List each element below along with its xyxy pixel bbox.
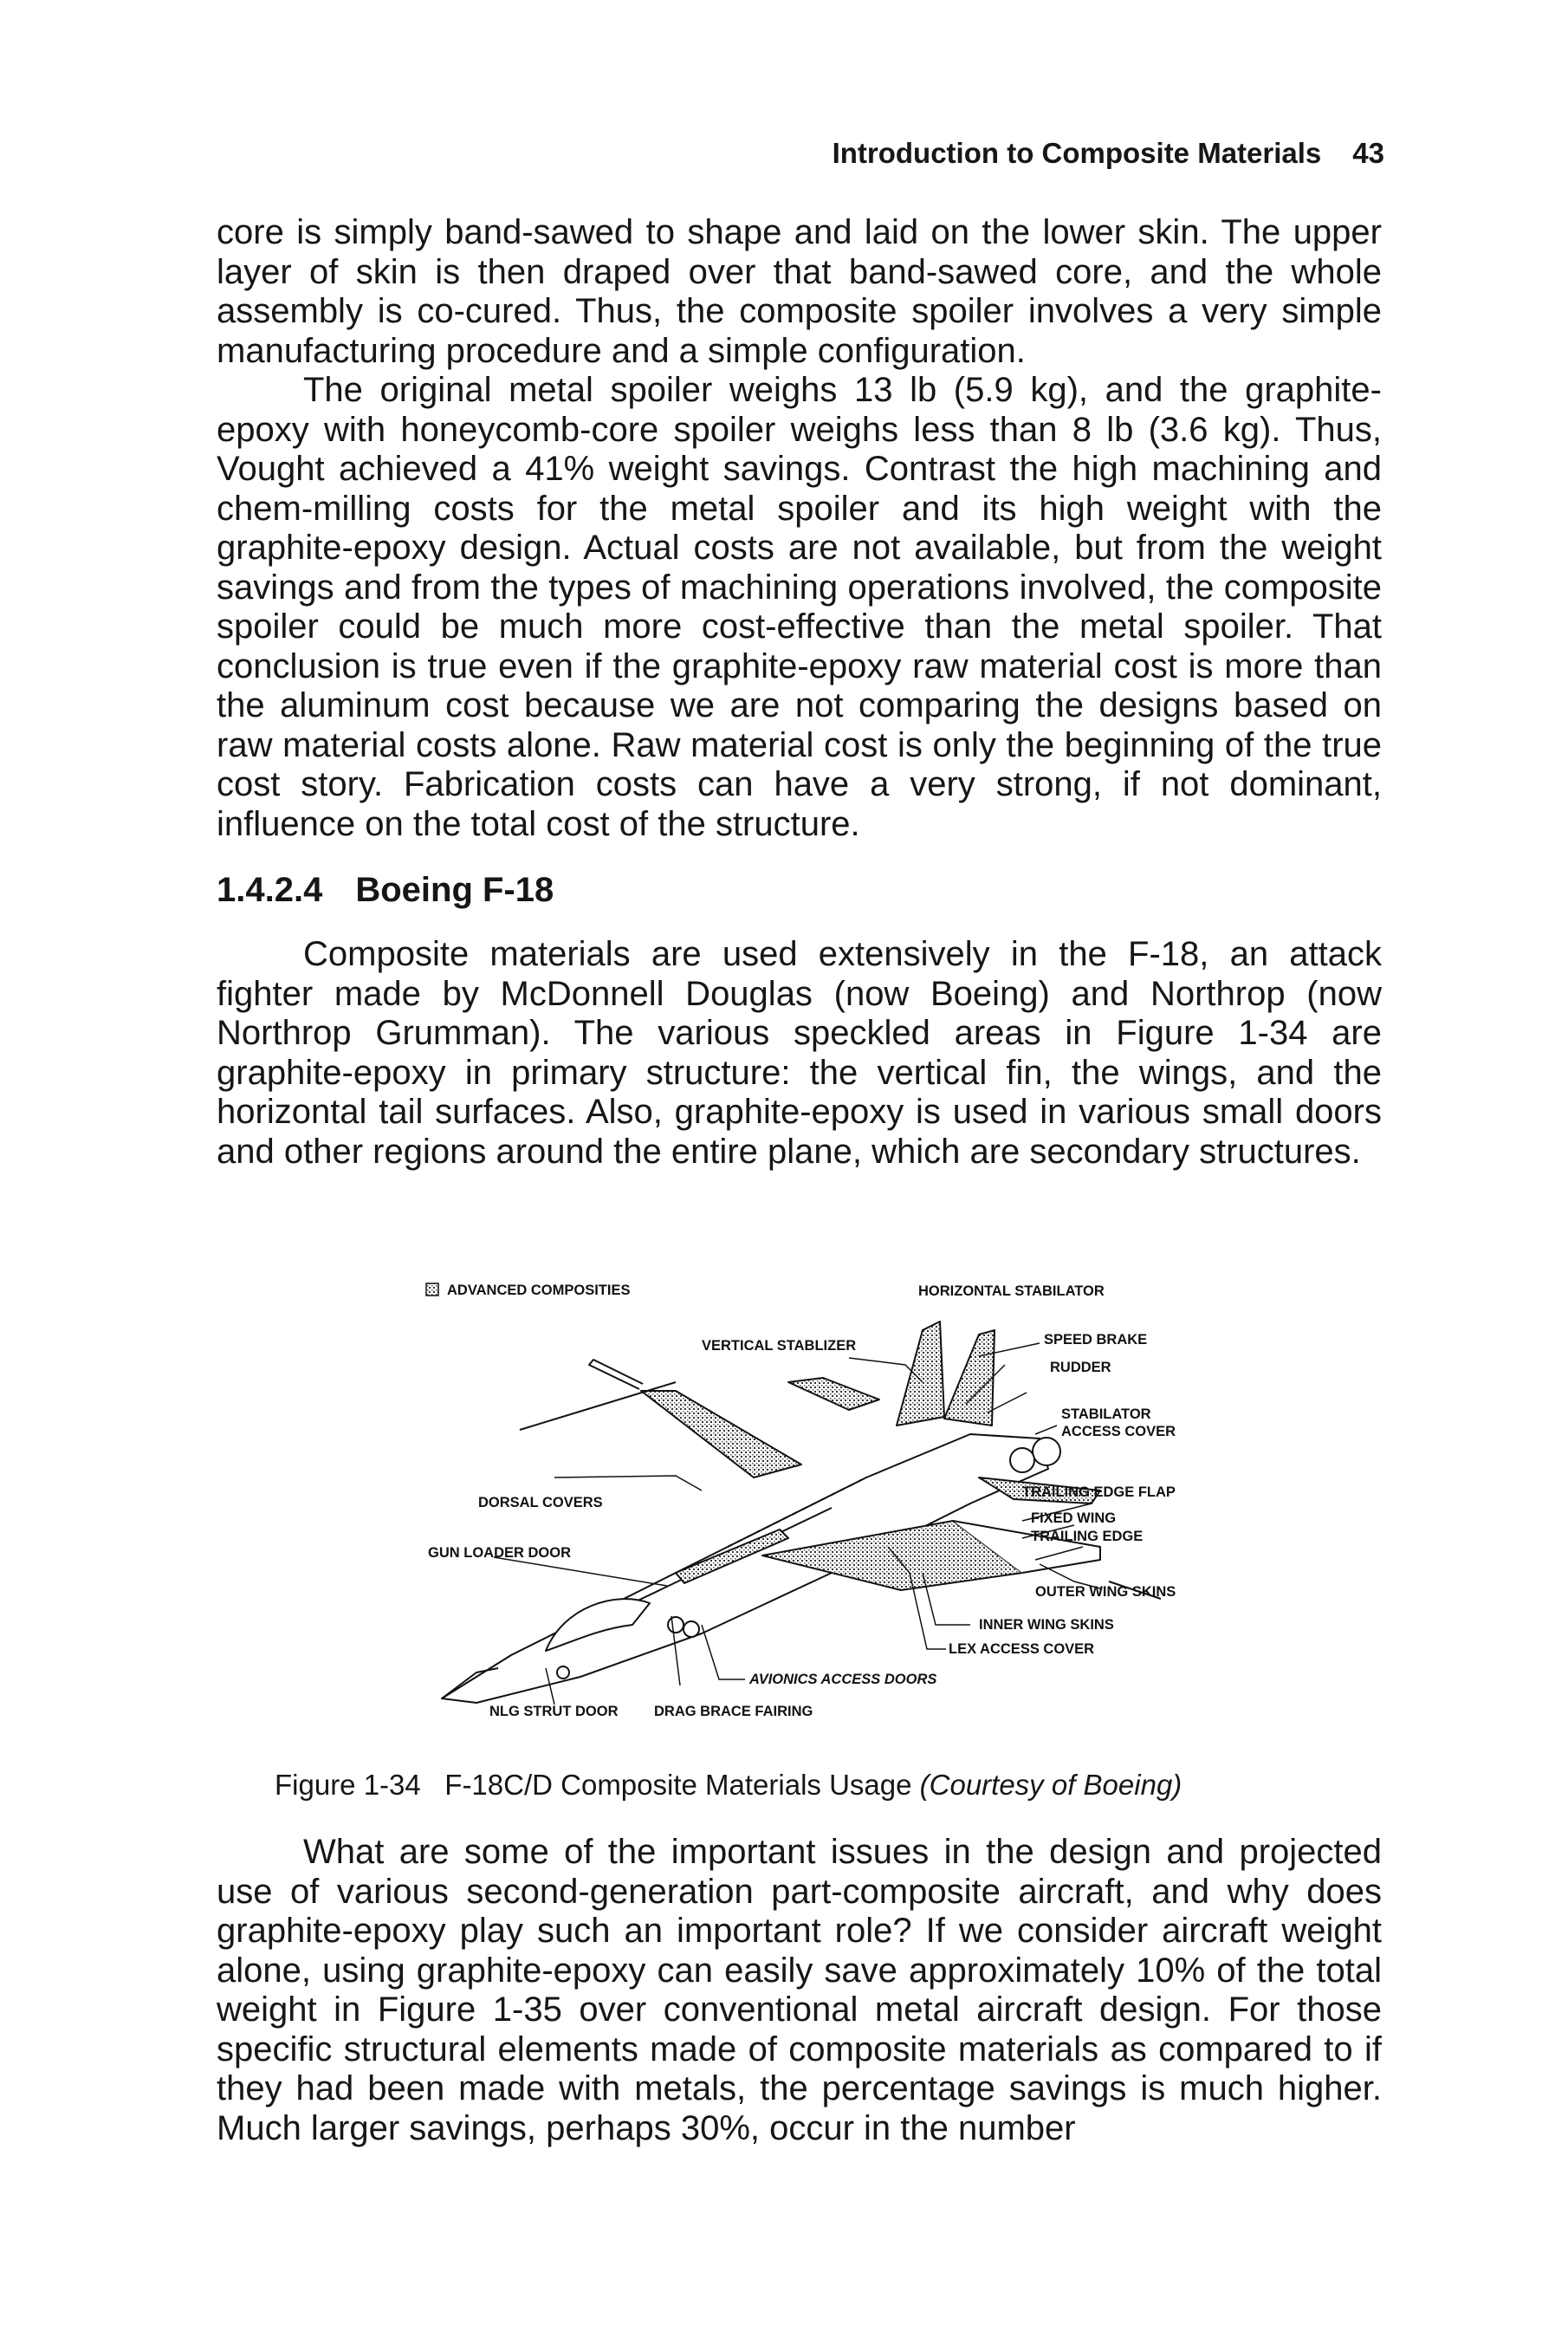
f18-diagram [416,1261,1230,1763]
page-number: 43 [1352,137,1384,169]
label-nlg-strut-door: NLG STRUT DOOR [489,1704,619,1719]
label-outer-wing-skins: OUTER WING SKINS [1035,1584,1176,1600]
paragraph-design-issues: What are some of the important issues in the design and projected use of various second-generation part-composite aircraft, and why does graphite-epoxy play such an important role? If we consider aircraft weight alone, using graphite-epoxy can easily save approximately 10% of the total weight in Figure 1-35 over conventional metal aircraft design. For those specific structural elements made of composite materials as compared to if they had been made with metals, the percentage savings is much higher. Much larger savings, perhaps 30%, occur in the number [217,1833,1382,2147]
paragraph-spoiler-weight: The original metal spoiler weighs 13 lb (5.9 kg), and the graphite-epoxy with honeycomb-core spoiler weighs less than 8 lb (3.6 kg). Thus, Vought achieved a 41% weight savings. Contrast the high machining and chem-milling costs for the metal spoiler and its high weight with the graphite-epoxy design. Actual costs are not available, but from the weight savings and from the types of machining operations involved, the composite spoiler could be much more cost-effective than the metal spoiler. That conclusion is true even if the graphite-epoxy raw material cost is more than the aluminum cost because we are not comparing the designs based on raw material costs alone. Raw material cost is only the beginning of the true cost story. Fabrication costs can have a very strong, if not dominant, influence on the total cost of the structure. [217,371,1382,843]
legend-swatch-icon [426,1283,438,1296]
running-title: Introduction to Composite Materials [832,137,1322,169]
label-dorsal-covers: DORSAL COVERS [478,1495,603,1510]
label-gun-loader-door: GUN LOADER DOOR [428,1545,571,1561]
label-speed-brake: SPEED BRAKE [1044,1332,1148,1348]
label-fixed-wing-2: TRAILING EDGE [1031,1529,1144,1544]
label-rudder: RUDDER [1050,1360,1111,1375]
label-fixed-wing-1: FIXED WING [1031,1510,1117,1526]
caption-text: F-18C/D Composite Materials Usage [444,1769,912,1801]
caption-credit: (Courtesy of Boeing) [919,1769,1182,1801]
running-header [833,137,1384,170]
label-drag-brace-fairing: DRAG BRACE FAIRING [654,1704,813,1719]
label-avionics-access-doors: AVIONICS ACCESS DOORS [749,1672,937,1687]
label-horizontal-stabilator: HORIZONTAL STABILATOR [918,1283,1105,1299]
legend-label: ADVANCED COMPOSITIES [447,1283,631,1298]
section-number: 1.4.2.4 [217,871,323,909]
label-lex-access-cover: LEX ACCESS COVER [949,1641,1095,1657]
label-inner-wing-skins: INNER WING SKINS [979,1617,1114,1633]
section-title: Boeing F-18 [355,871,554,909]
label-trailing-edge-flap: TRAILING EDGE FLAP [1022,1484,1176,1500]
label-vertical-stabilizer: VERTICAL STABLIZER [702,1338,857,1354]
label-stabilator-access-2: ACCESS COVER [1061,1424,1176,1439]
f18-composites-figure [416,1261,1230,1763]
figure-caption [275,1769,1182,1802]
label-stabilator-access-1: STABILATOR [1061,1406,1151,1422]
paragraph-spoiler-core: core is simply band-sawed to shape and laid on the lower skin. The upper layer of skin is then draped over that band-sawed core, and the whole assembly is co-cured. Thus, the composite spoiler involves a very simple manufacturing procedure and a simple configuration. [217,213,1382,370]
paragraph-f18-composites: Composite materials are used extensively in the F-18, an attack fighter made by McDonnell Douglas (now Boeing) and Northrop (now Northrop Grumman). The various speckled areas in Figure 1-34 are graphite-epoxy in primary structure: the vertical fin, the wings, and the horizontal tail surfaces. Also, graphite-epoxy is used in various small doors and other regions around the entire plane, which are secondary structures. [217,935,1382,1171]
caption-label: Figure 1-34 [275,1769,421,1801]
section-heading [217,871,554,910]
